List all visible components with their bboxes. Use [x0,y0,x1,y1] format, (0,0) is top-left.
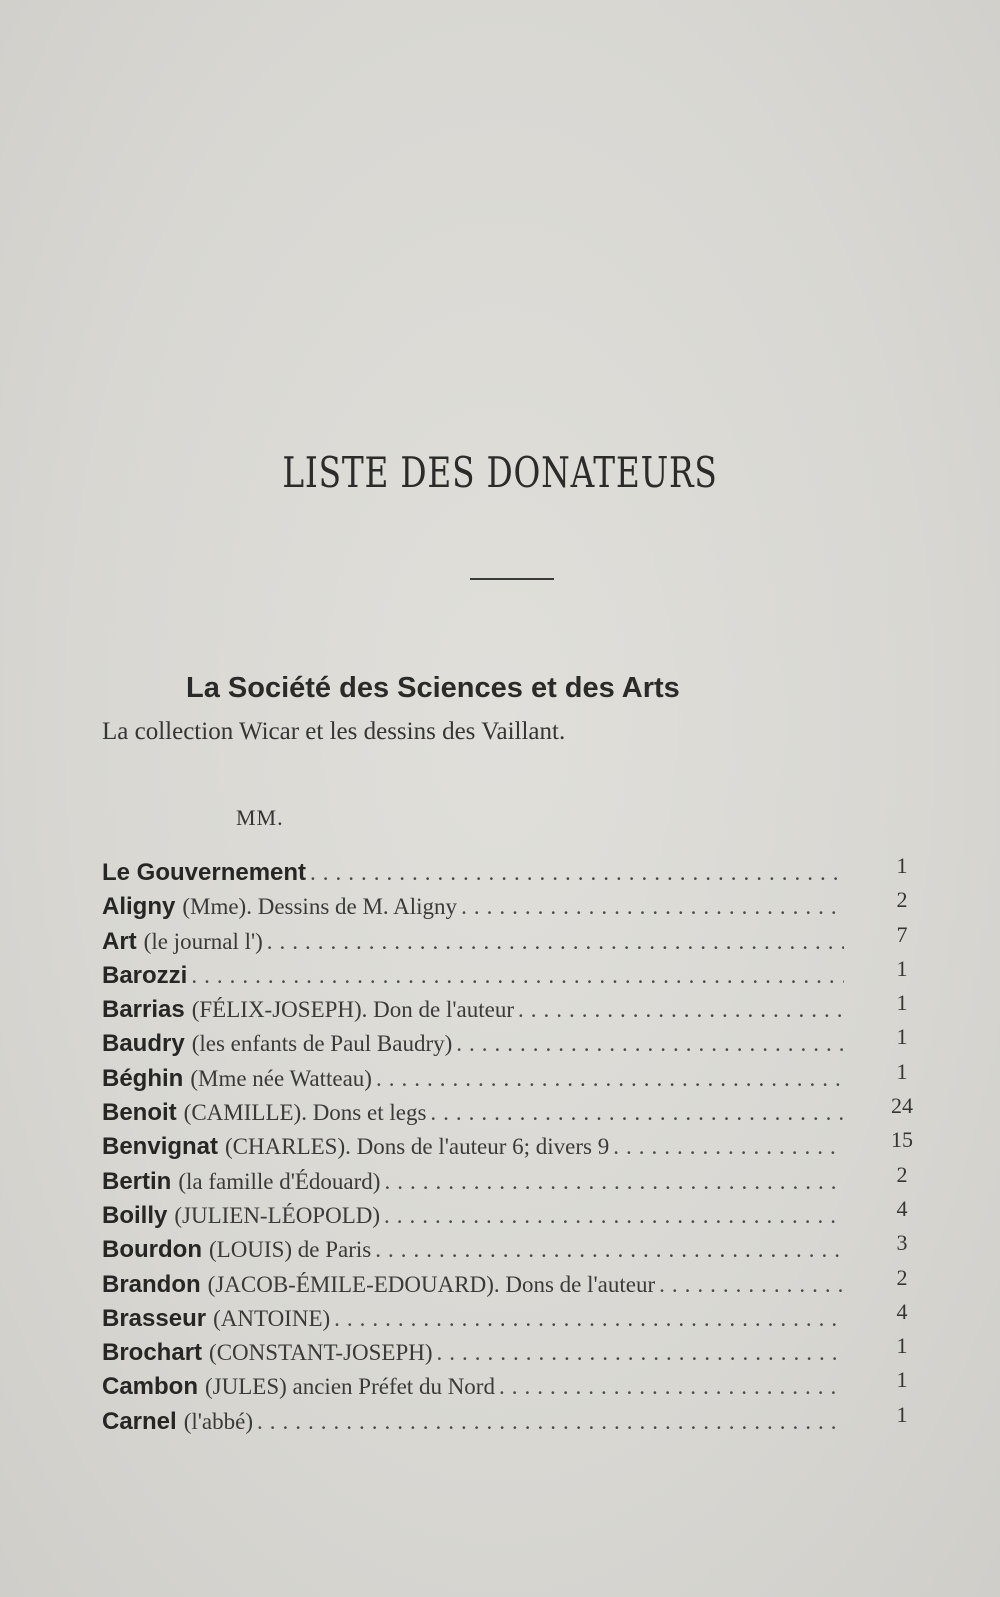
donor-entry [102,1408,844,1436]
dot-leader [384,1169,844,1195]
donor-name: Brochart [102,1339,203,1367]
donor-detail: (Mme). Dessins de M. Aligny [182,894,458,920]
donor-entry [102,996,844,1024]
donor-entry [102,1202,844,1230]
donor-count: 1 [896,853,908,878]
donor-count: 2 [896,887,908,913]
donor-entry [102,1236,844,1264]
donor-detail: (CONSTANT-JOSEPH) [209,1340,433,1366]
donor-count: 4 [896,1298,908,1324]
donor-name: Bourdon [102,1236,202,1264]
donor-entry [102,1168,844,1196]
donor-list [102,853,932,1442]
donor-entry [102,1099,844,1127]
donor-name: Carnel [102,1407,177,1435]
donor-row [102,1195,932,1236]
dot-leader [613,1134,844,1160]
donor-name: Le Gouvernement [102,859,307,886]
donor-entry [102,1339,844,1367]
dot-leader [310,860,844,886]
donor-count: 7 [896,921,908,947]
society-heading: La Société des Sciences et des Arts [186,672,680,704]
donor-row [102,990,932,1030]
dot-leader [518,997,844,1023]
donor-name: Barrias [102,996,185,1024]
donor-name: Benoit [102,1099,177,1127]
title-rule [470,578,554,580]
donor-count: 1 [896,990,908,1016]
donor-entry [102,1373,844,1401]
donor-count: 1 [896,1058,908,1084]
donor-row [102,1127,932,1167]
donor-detail: (FÉLIX-JOSEPH). Don de l'auteur [191,997,514,1023]
dot-leader [499,1374,844,1400]
page-title: LISTE DES DONATEURS [282,448,718,497]
donor-detail: (JULES) ancien Préfet du Nord [205,1374,495,1400]
donor-count: 24 [891,1093,913,1119]
donor-name: Benvignat [102,1133,219,1161]
donor-name: Cambon [102,1373,198,1401]
donor-detail: (CAMILLE). Dons et legs [183,1100,427,1126]
donor-count: 15 [891,1127,913,1153]
donor-count: 1 [896,955,908,981]
donor-entry [102,928,844,956]
donor-count: 1 [896,1024,908,1050]
donor-count: 1 [896,1401,908,1427]
donor-detail: (l'abbé) [183,1408,253,1434]
donor-count: 2 [896,1264,908,1290]
donor-row [102,1093,932,1133]
salutation: MM. [236,805,284,830]
donor-row [102,853,932,893]
donor-name: Béghin [102,1064,184,1092]
donor-count: 2 [896,1161,908,1187]
donor-count: 3 [896,1230,908,1256]
donor-row [102,1161,932,1202]
dot-leader [257,1409,844,1435]
dot-leader [267,929,844,955]
donor-row [102,921,932,962]
donor-row [102,1230,932,1270]
donor-name: Bertin [102,1167,172,1195]
donor-entry [102,1133,844,1161]
donor-detail: (JULIEN-LÉOPOLD) [174,1202,381,1228]
donor-name: Aligny [102,893,176,921]
donor-detail: (les enfants de Paul Baudry) [191,1031,453,1057]
donor-count: 1 [896,1333,908,1359]
donor-row [102,1058,932,1099]
dot-leader [456,1031,844,1057]
donor-detail: (le journal l') [143,928,263,954]
dot-leader [375,1237,844,1263]
dot-leader [430,1100,844,1126]
donor-entry [102,962,844,990]
dot-leader [191,963,844,989]
donor-detail: (LOUIS) de Paris [208,1237,372,1263]
donor-detail: (ANTOINE) [213,1305,331,1331]
donor-row [102,1333,932,1373]
donor-entry [102,893,844,921]
donor-row [102,887,932,927]
donor-detail: (CHARLES). Dons de l'auteur 6; divers 9 [225,1134,610,1160]
donor-row [102,1298,932,1339]
donor-detail: (la famille d'Édouard) [178,1168,381,1194]
donor-entry [102,859,844,887]
collection-subtitle: La collection Wicar et les dessins des Vaillant. [102,718,566,745]
donor-entry [102,1305,844,1333]
donor-row [102,1264,932,1305]
donor-count: 1 [896,1367,908,1393]
dot-leader [461,894,844,920]
donor-detail: (Mme née Watteau) [190,1065,372,1091]
dot-leader [437,1340,844,1366]
donor-entry [102,1030,844,1058]
donor-row [102,1401,932,1442]
dot-leader [384,1203,844,1229]
donor-entry [102,1065,844,1093]
donor-name: Boilly [102,1201,168,1229]
dot-leader [334,1306,844,1332]
donor-detail: (JACOB-ÉMILE-EDOUARD). Dons de l'auteur [207,1271,656,1297]
donor-entry [102,1271,844,1299]
donor-row [102,1024,932,1064]
donor-count: 4 [896,1195,908,1221]
donor-name: Baudry [102,1030,185,1058]
dot-leader [659,1272,844,1298]
donor-name: Barozzi [102,961,188,989]
donor-name: Brasseur [102,1304,207,1332]
dot-leader [376,1066,844,1092]
donor-row [102,955,932,996]
donor-row [102,1367,932,1407]
donor-name: Brandon [102,1270,201,1298]
donor-name: Art [102,927,137,955]
